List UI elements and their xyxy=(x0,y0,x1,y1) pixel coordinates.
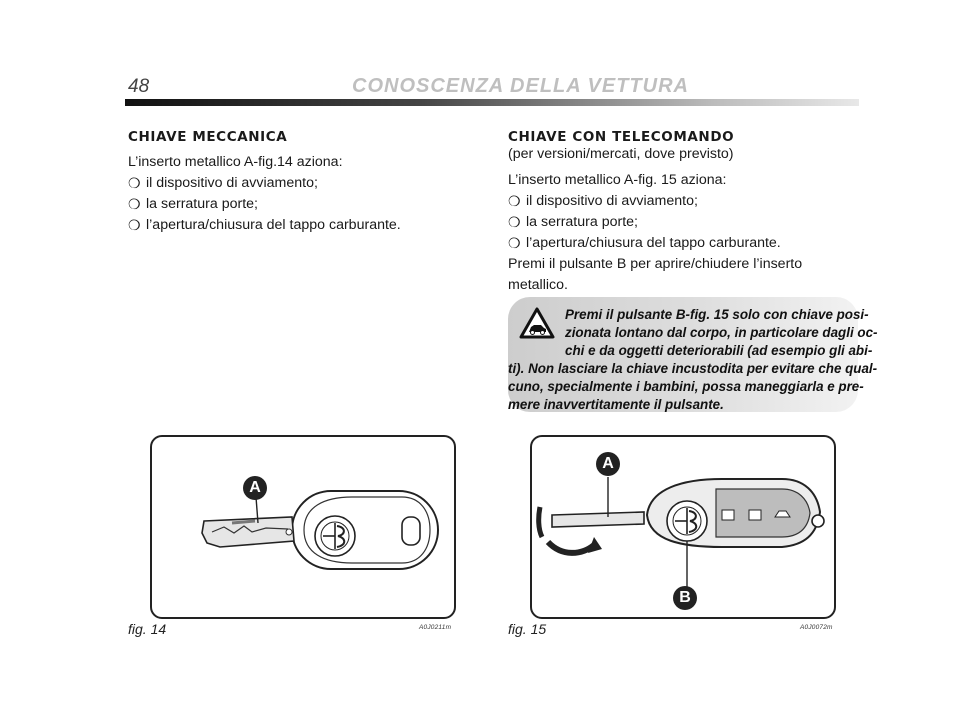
warning-line: ti). Non lasciare la chiave incustodita per evitare che qual- xyxy=(508,361,878,376)
figure-14-frame xyxy=(150,435,456,619)
closing-text: Premi il pulsante B per aprire/chiudere l’inserto metallico. xyxy=(508,256,803,293)
intro-text: L’inserto metallico A-fig. 15 aziona: xyxy=(508,172,727,188)
section-heading-mechanical-key: CHIAVE MECCANICA xyxy=(128,129,288,145)
page-number: 48 xyxy=(128,76,150,97)
right-column xyxy=(508,128,860,296)
bullet-icon: ❍ xyxy=(508,193,521,209)
list-item: ❍ la serratura porte; xyxy=(508,212,860,233)
figure-15-label: fig. 15 xyxy=(508,621,547,637)
intro-text: L’inserto metallico A-fig.14 aziona: xyxy=(128,154,343,170)
chapter-title: CONOSCENZA DELLA VETTURA xyxy=(352,75,689,97)
bullet-icon: ❍ xyxy=(128,196,141,212)
header-rule xyxy=(125,99,859,106)
list-item: ❍ il dispositivo di avviamento; xyxy=(128,173,458,194)
callout-b-badge: B xyxy=(673,586,697,610)
figure-14-code: A0J0211m xyxy=(419,624,452,631)
warning-line: Premi il pulsante B-fig. 15 solo con chiave posi- xyxy=(565,307,869,322)
list-item: ❍ la serratura porte; xyxy=(128,194,458,215)
warning-line: cuno, specialmente i bambini, possa maneggiarla e pre- xyxy=(508,379,864,394)
figure-14-label: fig. 14 xyxy=(128,621,167,637)
callout-a-badge: A xyxy=(243,476,267,500)
mechanical-key-illustration xyxy=(152,437,454,617)
section-subheading: (per versioni/mercati, dove previsto) xyxy=(508,146,734,162)
warning-line: zionata lontano dal corpo, in particolare dagli oc- xyxy=(565,325,878,340)
warning-line: mere inavvertitamente il pulsante. xyxy=(508,397,724,412)
bullet-icon: ❍ xyxy=(128,217,141,233)
bullet-icon: ❍ xyxy=(508,214,521,230)
warning-text xyxy=(508,306,878,414)
left-column xyxy=(128,128,458,236)
callout-a-badge: A xyxy=(596,452,620,476)
warning-line: chi e da oggetti deteriorabili (ad esempio gli abi- xyxy=(565,343,873,358)
section-heading-remote-key: CHIAVE CON TELECOMANDO xyxy=(508,129,735,145)
figure-15-code: A0J0072m xyxy=(800,624,833,631)
list-item: ❍ il dispositivo di avviamento; xyxy=(508,191,860,212)
list-item: ❍ l’apertura/chiusura del tappo carburante. xyxy=(508,233,860,254)
list-item: ❍ l’apertura/chiusura del tappo carburante. xyxy=(128,215,458,236)
bullet-icon: ❍ xyxy=(508,235,521,251)
bullet-icon: ❍ xyxy=(128,175,141,191)
